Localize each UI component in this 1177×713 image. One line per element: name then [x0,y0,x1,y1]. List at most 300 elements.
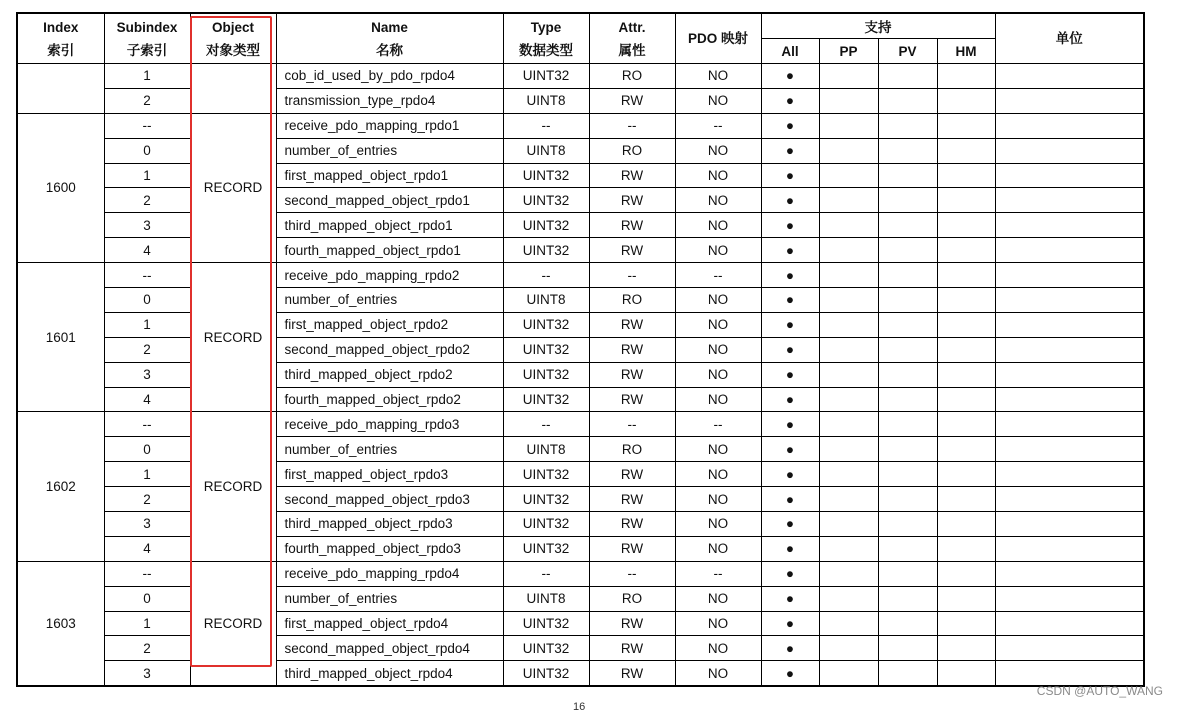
table-row [17,561,1144,586]
pdo-mapping-cell: NO [675,636,761,661]
index-cell [17,64,104,114]
unit-cell [995,288,1144,313]
support-pp-cell [819,561,878,586]
support-all-cell: ● [761,487,819,512]
type-cell: UINT8 [503,586,589,611]
subindex-cell: -- [104,263,190,288]
support-pp-cell [819,238,878,263]
unit-cell [995,586,1144,611]
subindex-cell: 4 [104,536,190,561]
subindex-cell: 3 [104,213,190,238]
type-cell: UINT8 [503,288,589,313]
table-row [17,263,1144,288]
support-all-cell: ● [761,213,819,238]
type-cell: UINT32 [503,387,589,412]
support-all-cell: ● [761,412,819,437]
index-cell: 1601 [17,263,104,412]
subindex-cell: 2 [104,636,190,661]
col-header-type-zh: 数据类型 [519,42,573,58]
support-all-cell: ● [761,288,819,313]
unit-cell [995,611,1144,636]
support-all-cell: ● [761,536,819,561]
type-cell: -- [503,263,589,288]
support-pv-cell [878,462,937,487]
table-row [17,213,1144,238]
pdo-mapping-cell: NO [675,337,761,362]
name-cell: second_mapped_object_rpdo3 [276,487,503,512]
subindex-cell: 1 [104,611,190,636]
col-header-support-all: All [761,39,819,64]
pdo-mapping-cell: NO [675,64,761,89]
support-pv-cell [878,113,937,138]
unit-cell [995,561,1144,586]
col-header-name [276,13,503,64]
support-pp-cell [819,437,878,462]
attr-cell: RW [589,462,675,487]
support-hm-cell [937,412,995,437]
col-header-unit: 单位 [995,13,1144,64]
support-hm-cell [937,138,995,163]
subindex-cell: 1 [104,462,190,487]
object-dictionary-table [16,12,1145,687]
support-pv-cell [878,611,937,636]
subindex-cell: 4 [104,238,190,263]
support-pp-cell [819,263,878,288]
support-pp-cell [819,586,878,611]
object-type-cell: RECORD [190,113,276,262]
unit-cell [995,387,1144,412]
index-cell: 1600 [17,113,104,262]
col-header-object [190,13,276,64]
pdo-mapping-cell: NO [675,188,761,213]
type-cell: -- [503,561,589,586]
type-cell: UINT32 [503,213,589,238]
unit-cell [995,263,1144,288]
unit-cell [995,661,1144,686]
table-row [17,462,1144,487]
type-cell: UINT32 [503,362,589,387]
support-pv-cell [878,661,937,686]
col-header-object-en: Object [211,19,254,35]
attr-cell: RW [589,636,675,661]
support-hm-cell [937,611,995,636]
support-hm-cell [937,213,995,238]
support-pv-cell [878,586,937,611]
unit-cell [995,437,1144,462]
type-cell: UINT32 [503,462,589,487]
name-cell: first_mapped_object_rpdo2 [276,312,503,337]
support-pv-cell [878,288,937,313]
table-row [17,337,1144,362]
support-pv-cell [878,636,937,661]
support-pp-cell [819,138,878,163]
support-all-cell: ● [761,163,819,188]
support-all-cell: ● [761,337,819,362]
object-type-cell: RECORD [190,263,276,412]
type-cell: UINT32 [503,487,589,512]
support-all-cell: ● [761,138,819,163]
type-cell: -- [503,412,589,437]
table-row [17,387,1144,412]
table-row [17,64,1144,89]
support-pv-cell [878,138,937,163]
table-row [17,138,1144,163]
support-all-cell: ● [761,88,819,113]
table-row [17,238,1144,263]
name-cell: third_mapped_object_rpdo1 [276,213,503,238]
pdo-mapping-cell: -- [675,263,761,288]
attr-cell: RO [589,64,675,89]
support-pv-cell [878,238,937,263]
table-row [17,312,1144,337]
table-row [17,188,1144,213]
table-row [17,512,1144,537]
table-row [17,536,1144,561]
unit-cell [995,213,1144,238]
support-pp-cell [819,636,878,661]
support-pp-cell [819,611,878,636]
col-header-type [503,13,589,64]
pdo-mapping-cell: NO [675,88,761,113]
subindex-cell: 3 [104,661,190,686]
pdo-mapping-cell: NO [675,661,761,686]
support-pp-cell [819,113,878,138]
name-cell: second_mapped_object_rpdo4 [276,636,503,661]
name-cell: receive_pdo_mapping_rpdo2 [276,263,503,288]
support-hm-cell [937,312,995,337]
attr-cell: RW [589,362,675,387]
support-pv-cell [878,536,937,561]
support-pp-cell [819,64,878,89]
support-hm-cell [937,88,995,113]
index-cell: 1603 [17,561,104,686]
unit-cell [995,312,1144,337]
support-all-cell: ● [761,462,819,487]
support-hm-cell [937,387,995,412]
col-header-pdo-mapping: PDO 映射 [675,13,761,64]
support-all-cell: ● [761,113,819,138]
attr-cell: -- [589,263,675,288]
unit-cell [995,412,1144,437]
name-cell: second_mapped_object_rpdo1 [276,188,503,213]
support-pp-cell [819,387,878,412]
col-header-support-hm: HM [937,39,995,64]
subindex-cell: 0 [104,138,190,163]
object-type-cell [190,64,276,114]
attr-cell: RW [589,487,675,512]
support-pp-cell [819,288,878,313]
pdo-mapping-cell: NO [675,512,761,537]
subindex-cell: 2 [104,88,190,113]
support-pv-cell [878,512,937,537]
attr-cell: -- [589,412,675,437]
pdo-mapping-cell: NO [675,586,761,611]
support-pp-cell [819,188,878,213]
name-cell: receive_pdo_mapping_rpdo1 [276,113,503,138]
support-all-cell: ● [761,437,819,462]
name-cell: third_mapped_object_rpdo3 [276,512,503,537]
attr-cell: RW [589,611,675,636]
col-header-index-zh: 索引 [47,42,75,58]
subindex-cell: 4 [104,387,190,412]
support-hm-cell [937,238,995,263]
col-header-subindex-en: Subindex [116,19,178,35]
pdo-mapping-cell: -- [675,561,761,586]
type-cell: UINT32 [503,611,589,636]
pdo-mapping-cell: NO [675,462,761,487]
support-pp-cell [819,337,878,362]
pdo-mapping-cell: NO [675,312,761,337]
support-all-cell: ● [761,362,819,387]
col-header-support: 支持 [761,13,995,39]
col-header-name-en: Name [371,19,408,35]
unit-cell [995,64,1144,89]
pdo-mapping-cell: NO [675,387,761,412]
type-cell: UINT32 [503,312,589,337]
name-cell: number_of_entries [276,138,503,163]
support-all-cell: ● [761,188,819,213]
unit-cell [995,188,1144,213]
table-row [17,611,1144,636]
unit-cell [995,238,1144,263]
pdo-mapping-cell: NO [675,138,761,163]
attr-cell: -- [589,113,675,138]
name-cell: fourth_mapped_object_rpdo3 [276,536,503,561]
support-pv-cell [878,163,937,188]
type-cell: UINT8 [503,88,589,113]
pdo-mapping-cell: NO [675,487,761,512]
attr-cell: RW [589,213,675,238]
support-all-cell: ● [761,312,819,337]
name-cell: number_of_entries [276,586,503,611]
unit-cell [995,163,1144,188]
subindex-cell: -- [104,561,190,586]
name-cell: number_of_entries [276,437,503,462]
name-cell: first_mapped_object_rpdo1 [276,163,503,188]
name-cell: second_mapped_object_rpdo2 [276,337,503,362]
type-cell: -- [503,113,589,138]
unit-cell [995,362,1144,387]
subindex-cell: 2 [104,487,190,512]
col-header-attr-en: Attr. [618,19,646,35]
name-cell: first_mapped_object_rpdo4 [276,611,503,636]
support-hm-cell [937,636,995,661]
attr-cell: RO [589,288,675,313]
table-row [17,586,1144,611]
page-number: 16 [573,701,586,713]
support-hm-cell [937,188,995,213]
support-all-cell: ● [761,263,819,288]
unit-cell [995,138,1144,163]
support-all-cell: ● [761,512,819,537]
support-hm-cell [937,163,995,188]
support-pv-cell [878,263,937,288]
name-cell: cob_id_used_by_pdo_rpdo4 [276,64,503,89]
support-hm-cell [937,512,995,537]
subindex-cell: 1 [104,312,190,337]
support-pv-cell [878,412,937,437]
subindex-cell: -- [104,113,190,138]
name-cell: third_mapped_object_rpdo4 [276,661,503,686]
type-cell: UINT32 [503,238,589,263]
type-cell: UINT32 [503,536,589,561]
type-cell: UINT8 [503,138,589,163]
support-pp-cell [819,536,878,561]
name-cell: fourth_mapped_object_rpdo1 [276,238,503,263]
col-header-name-zh: 名称 [376,42,403,58]
name-cell: receive_pdo_mapping_rpdo4 [276,561,503,586]
pdo-mapping-cell: -- [675,412,761,437]
support-pv-cell [878,362,937,387]
support-hm-cell [937,64,995,89]
unit-cell [995,337,1144,362]
attr-cell: RO [589,437,675,462]
attr-cell: RW [589,312,675,337]
name-cell: transmission_type_rpdo4 [276,88,503,113]
support-all-cell: ● [761,64,819,89]
support-hm-cell [937,536,995,561]
pdo-mapping-cell: NO [675,611,761,636]
pdo-mapping-cell: -- [675,113,761,138]
type-cell: UINT32 [503,512,589,537]
table-row [17,362,1144,387]
table-row [17,113,1144,138]
object-type-cell: RECORD [190,412,276,561]
attr-cell: RW [589,512,675,537]
watermark: CSDN @AUTO_WANG [1036,684,1163,698]
support-pp-cell [819,487,878,512]
col-header-attr-zh: 属性 [618,42,646,58]
pdo-mapping-cell: NO [675,437,761,462]
subindex-cell: 3 [104,512,190,537]
attr-cell: RW [589,337,675,362]
subindex-cell: 3 [104,362,190,387]
subindex-cell: 0 [104,288,190,313]
support-all-cell: ● [761,636,819,661]
pdo-mapping-cell: NO [675,536,761,561]
unit-cell [995,536,1144,561]
support-pv-cell [878,312,937,337]
attr-cell: RW [589,163,675,188]
col-header-type-en: Type [530,19,562,35]
name-cell: receive_pdo_mapping_rpdo3 [276,412,503,437]
table-row [17,487,1144,512]
support-hm-cell [937,113,995,138]
support-hm-cell [937,661,995,686]
attr-cell: RW [589,536,675,561]
support-pv-cell [878,188,937,213]
type-cell: UINT32 [503,636,589,661]
attr-cell: RW [589,238,675,263]
support-pv-cell [878,64,937,89]
support-pp-cell [819,661,878,686]
support-pp-cell [819,213,878,238]
support-all-cell: ● [761,238,819,263]
support-hm-cell [937,586,995,611]
support-pp-cell [819,163,878,188]
unit-cell [995,512,1144,537]
attr-cell: RO [589,138,675,163]
support-hm-cell [937,362,995,387]
support-all-cell: ● [761,611,819,636]
subindex-cell: 1 [104,163,190,188]
type-cell: UINT32 [503,337,589,362]
subindex-cell: 0 [104,437,190,462]
support-hm-cell [937,561,995,586]
support-pp-cell [819,412,878,437]
pdo-mapping-cell: NO [675,213,761,238]
subindex-cell: 2 [104,337,190,362]
unit-cell [995,462,1144,487]
index-cell: 1602 [17,412,104,561]
support-hm-cell [937,263,995,288]
col-header-subindex-zh: 子索引 [126,42,168,58]
type-cell: UINT32 [503,661,589,686]
attr-cell: RW [589,661,675,686]
unit-cell [995,88,1144,113]
support-hm-cell [937,487,995,512]
attr-cell: RW [589,88,675,113]
col-header-support-pv: PV [878,39,937,64]
support-pv-cell [878,213,937,238]
attr-cell: RW [589,387,675,412]
col-header-index-en: Index [43,19,79,35]
support-pp-cell [819,512,878,537]
type-cell: UINT32 [503,64,589,89]
subindex-cell: 1 [104,64,190,89]
name-cell: number_of_entries [276,288,503,313]
col-header-subindex [104,13,190,64]
unit-cell [995,636,1144,661]
support-pv-cell [878,437,937,462]
col-header-support-pp: PP [819,39,878,64]
object-type-cell: RECORD [190,561,276,686]
type-cell: UINT32 [503,188,589,213]
subindex-cell: 2 [104,188,190,213]
attr-cell: RW [589,188,675,213]
name-cell: third_mapped_object_rpdo2 [276,362,503,387]
attr-cell: -- [589,561,675,586]
col-header-attr [589,13,675,64]
support-hm-cell [937,288,995,313]
support-pv-cell [878,88,937,113]
col-header-object-zh: 对象类型 [206,42,260,58]
support-all-cell: ● [761,586,819,611]
attr-cell: RO [589,586,675,611]
type-cell: UINT8 [503,437,589,462]
table-row [17,412,1144,437]
table-row [17,661,1144,686]
table-body [17,64,1144,687]
support-all-cell: ● [761,661,819,686]
support-pp-cell [819,362,878,387]
support-all-cell: ● [761,561,819,586]
unit-cell [995,487,1144,512]
pdo-mapping-cell: NO [675,288,761,313]
support-hm-cell [937,337,995,362]
name-cell: fourth_mapped_object_rpdo2 [276,387,503,412]
pdo-mapping-cell: NO [675,238,761,263]
support-hm-cell [937,462,995,487]
support-pv-cell [878,337,937,362]
col-header-index [17,13,104,64]
subindex-cell: -- [104,412,190,437]
support-hm-cell [937,437,995,462]
name-cell: first_mapped_object_rpdo3 [276,462,503,487]
support-pp-cell [819,312,878,337]
support-pv-cell [878,487,937,512]
table-row [17,88,1144,113]
